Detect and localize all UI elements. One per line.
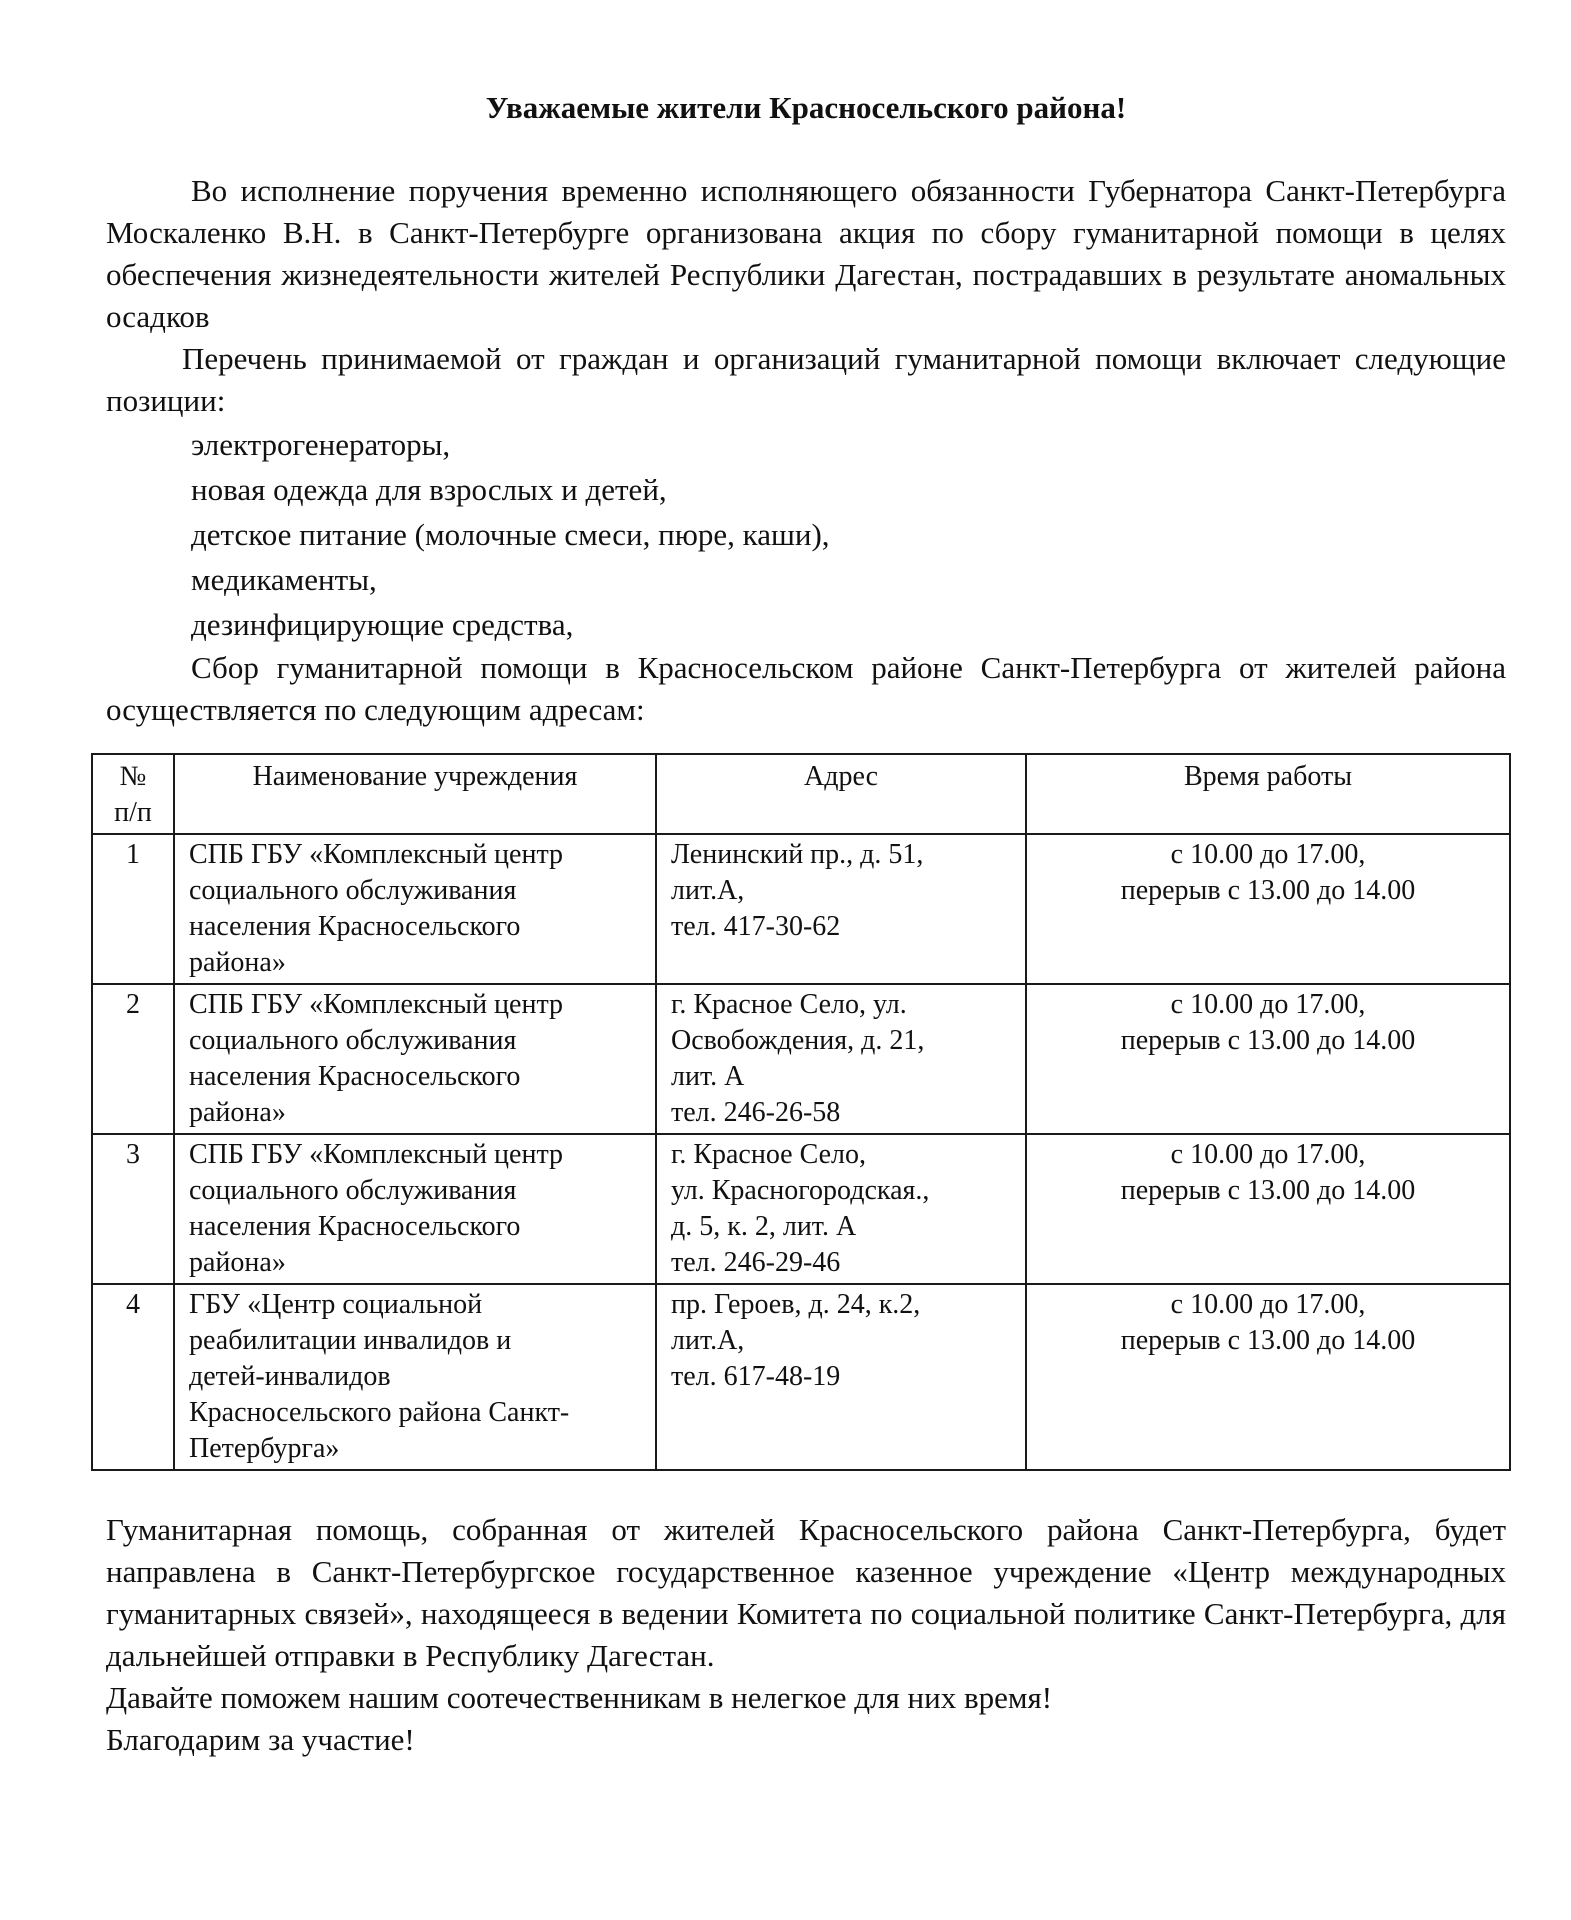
row-address: г. Красное Село, ул. Красногородская., д. 5, к. 2, лит. А тел. 246-29-46	[656, 1134, 1026, 1284]
table-row	[92, 1134, 1510, 1284]
header-address: Адрес	[656, 754, 1026, 834]
list-intro-paragraph: Перечень принимаемой от граждан и организаций гуманитарной помощи включает следующие позиции:	[106, 341, 1506, 418]
row-address: г. Красное Село, ул. Освобождения, д. 21, лит. А тел. 246-26-58	[656, 984, 1026, 1134]
page-title: Уважаемые жители Красносельского района!	[485, 90, 1127, 125]
header-number: № п/п	[92, 754, 174, 834]
appeal-line: Давайте поможем нашим соотечественникам в нелегкое для них время!	[106, 1680, 1053, 1715]
row-number: 2	[92, 984, 174, 1134]
row-hours: с 10.00 до 17.00, перерыв с 13.00 до 14.00	[1026, 1134, 1510, 1284]
table-row	[92, 1284, 1510, 1470]
header-name: Наименование учреждения	[174, 754, 656, 834]
table-row	[92, 984, 1510, 1134]
row-hours: с 10.00 до 17.00, перерыв с 13.00 до 14.00	[1026, 834, 1510, 984]
row-address: Ленинский пр., д. 51, лит.А, тел. 417-30-62	[656, 834, 1026, 984]
aid-item: электрогенераторы,	[191, 427, 451, 462]
aid-item: медикаменты,	[191, 562, 377, 597]
collection-paragraph: Сбор гуманитарной помощи в Красносельском районе Санкт-Петербурга от жителей района осуществляется по следующим адресам:	[106, 650, 1506, 727]
row-number: 4	[92, 1284, 174, 1470]
aid-item: детское питание (молочные смеси, пюре, каши),	[191, 517, 830, 552]
row-institution: СПБ ГБУ «Комплексный центр социального обслуживания населения Красносельского района»	[174, 984, 656, 1134]
addresses-table	[91, 753, 1511, 1471]
aid-item: новая одежда для взрослых и детей,	[191, 472, 667, 507]
row-address: пр. Героев, д. 24, к.2, лит.А, тел. 617-48-19	[656, 1284, 1026, 1470]
row-number: 3	[92, 1134, 174, 1284]
aid-items-list	[106, 422, 1506, 647]
document-page	[106, 88, 1506, 1761]
header-hours: Время работы	[1026, 754, 1510, 834]
row-hours: с 10.00 до 17.00, перерыв с 13.00 до 14.00	[1026, 984, 1510, 1134]
row-institution: СПБ ГБУ «Комплексный центр социального обслуживания населения Красносельского района»	[174, 1134, 656, 1284]
row-hours: с 10.00 до 17.00, перерыв с 13.00 до 14.00	[1026, 1284, 1510, 1470]
final-paragraph: Гуманитарная помощь, собранная от жителей Красносельского района Санкт-Петербурга, будет направлена в Санкт-Петербургское государственное казенное учреждение «Центр международных гуманитарных связей», находящееся в ведении Комитета по социальной политике Санкт-Петербурга, для дальнейшей отправки в Республику Дагестан.	[106, 1512, 1506, 1673]
closing-section	[106, 1509, 1506, 1761]
table-row	[92, 834, 1510, 984]
table-header-row	[92, 754, 1510, 834]
intro-paragraph: Во исполнение поручения временно исполняющего обязанности Губернатора Санкт-Петербурга Москаленко В.Н. в Санкт-Петербурге организована акция по сбору гуманитарной помощи в целях обеспечения жизнедеятельности жителей Республики Дагестан, пострадавших в результате аномальных осадков	[106, 173, 1506, 334]
row-institution: СПБ ГБУ «Комплексный центр социального обслуживания населения Красносельского района»	[174, 834, 656, 984]
row-institution: ГБУ «Центр социальной реабилитации инвалидов и детей-инвалидов Красносельского района Санкт- Петербурга»	[174, 1284, 656, 1470]
thanks-line: Благодарим за участие!	[106, 1722, 415, 1757]
aid-item: дезинфицирующие средства,	[191, 607, 574, 642]
row-number: 1	[92, 834, 174, 984]
